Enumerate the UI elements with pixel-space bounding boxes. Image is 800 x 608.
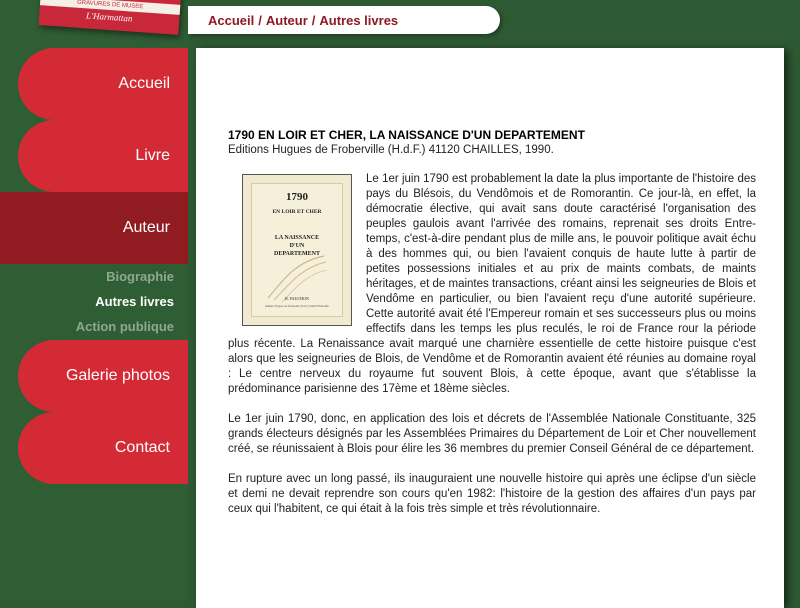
sub-nav	[0, 264, 188, 339]
cover-year: 1790	[286, 191, 308, 203]
content-panel	[196, 48, 784, 608]
breadcrumb	[188, 6, 500, 34]
cover-footer: Editions Hugues de Froberville (H.d.F.) 41120 CHAILLES	[265, 305, 329, 308]
nav-item-label: Livre	[135, 147, 170, 164]
nav-item-label: Galerie photos	[65, 367, 170, 384]
nav-item-label: Contact	[114, 439, 170, 456]
breadcrumb-accueil[interactable]: Accueil	[208, 12, 255, 28]
breadcrumb-separator: /	[311, 12, 316, 28]
logo-band-text: GRAVURES DE MUSEE	[40, 0, 180, 15]
left-sidebar	[0, 0, 188, 600]
paragraph: En rupture avec un long passé, ils inauguraient une nouvelle histoire qui après une éclipse d'un siècle et demi ne devait reprendre son cours qu'en 1982: l'histoire de la gestion des affaires d'un pays par ceux qui l'habitent, ce qui était à la fois très simple et très révolutionnaire.	[228, 473, 756, 515]
nav-item-accueil[interactable]	[18, 48, 188, 120]
breadcrumb-separator: /	[258, 12, 262, 28]
subnav-item-biographie[interactable]: Biographie	[106, 269, 174, 284]
book-cover-image	[242, 174, 352, 326]
breadcrumb-auteur[interactable]: Auteur	[265, 12, 308, 28]
paragraph: Le 1er juin 1790 est probablement la date la plus importante de l'histoire des pays du Blésois, du Vendômois et de Romorantin. Ce jour-là, en effet, la démocratie élective, qui avait sans doute caractérisé l'organisation des peuples gaulois avant l'arrivée des romains, reprenait ses droits Entre-temps, c'est-à-dire pendant plus de mille ans, le pouvoir politique avait échu à des hommes qui, ou bien l'avaient conquis de haute lutte à partir de petites possessions initiales et au prix de maints combats, de maints héritages, et de maintes transactions, créant ainsi les seigneuries de Blois et Vendôme en particulier, ou bien l'avaient reçu d'une autorité supérieure. Cette autorité avait été l'Empereur romain et ses successeurs plus ou moins effectifs dans les temps les plus reculés, le roi de France rour la période plus récente. La Renaissance avait marqué une charnière essentielle de cette histoire puisque c'est alors que les seigneuries de Blois, de Vendôme et de Romorantin avaient été réunies au domaine royal : Le centre nerveux du royaume fut souvent Blois, à cette époque, avant que s'établisse la prédominance parisienne des 17ème et 18ème siècles.	[228, 173, 756, 395]
book-publisher: Editions Hugues de Froberville (H.d.F.) 41120 CHAILLES, 1990.	[228, 144, 554, 156]
subnav-item-autres-livres[interactable]: Autres livres	[95, 294, 174, 309]
book-article	[228, 128, 756, 532]
book-title: 1790 EN LOIR ET CHER, LA NAISSANCE D'UN DEPARTEMENT	[228, 128, 585, 142]
subnav-item-action-publique[interactable]: Action publique	[75, 319, 174, 334]
breadcrumb-current: Autres livres	[319, 12, 399, 28]
cover-subtitle: EN LOIR ET CHER	[272, 209, 322, 215]
nav-item-livre[interactable]	[18, 120, 188, 192]
site-logo[interactable]	[39, 0, 182, 35]
paragraph: Le 1er juin 1790, donc, en application des lois et décrets de l'Assemblée Nationale Constituante, 325 grands électeurs désignés par les Assemblées Primaires du Département de Loir et Cher nouvellement créé, se réunissaient à Blois pour élire les 36 membres du premier Conseil Général de ce département.	[228, 413, 756, 455]
nav-item-label: Accueil	[118, 75, 170, 92]
cover-title: LA NAISSANCE D'UN DEPARTEMENT	[273, 235, 320, 257]
cover-author: R. FAUCHON	[285, 296, 309, 301]
nav-item-label: Auteur	[122, 219, 170, 236]
nav-item-auteur[interactable]	[0, 192, 188, 264]
nav-item-contact[interactable]	[18, 412, 188, 484]
nav-item-galerie-photos[interactable]	[18, 340, 188, 412]
logo-publisher: L'Harmattan	[85, 10, 133, 24]
